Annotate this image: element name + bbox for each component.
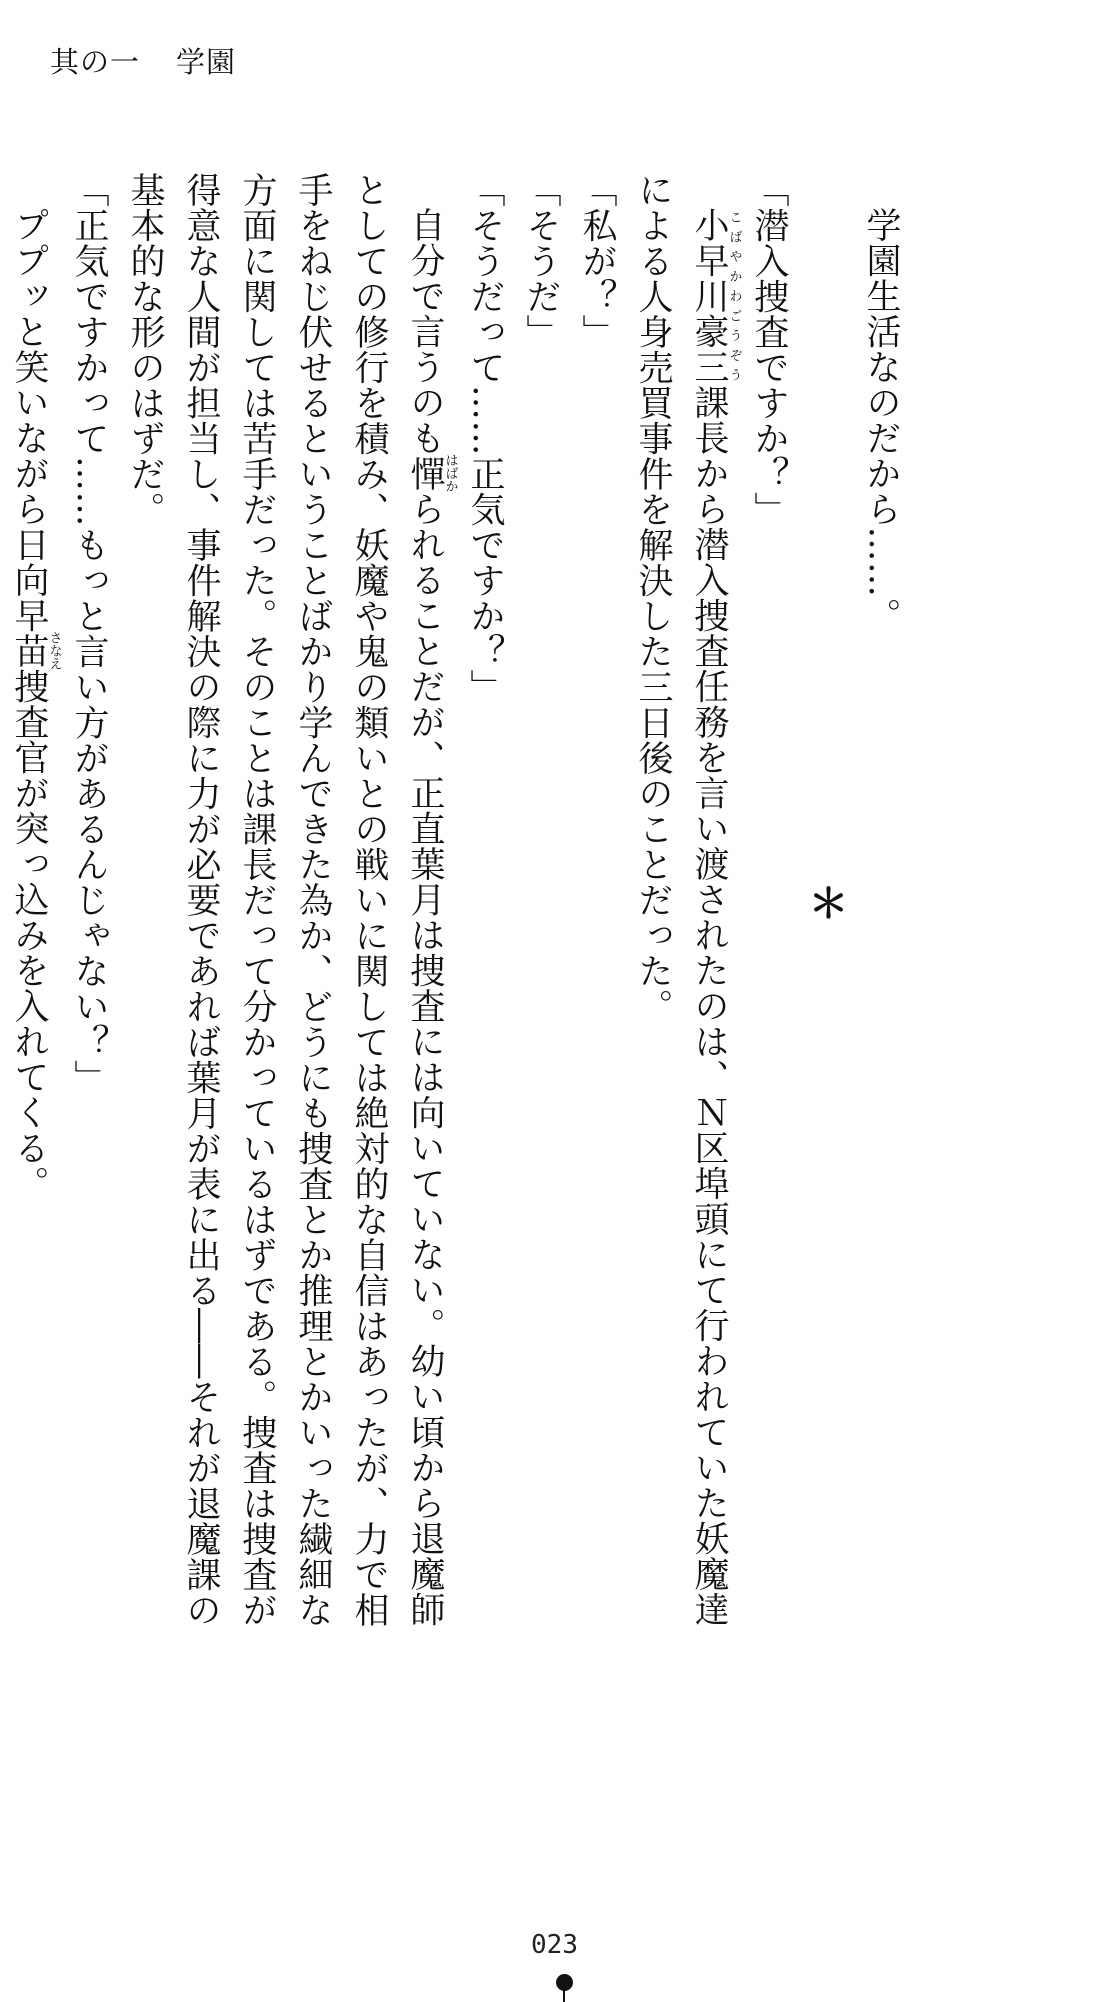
dialogue-1: 「潜入捜査ですか？」: [749, 172, 789, 527]
vertical-body-text: [0, 172, 909, 1632]
running-header: [50, 40, 236, 81]
chapter-title: 学園: [176, 45, 237, 79]
ruby-sanae: 苗さなえ: [9, 631, 62, 671]
ruby-kobayakawa: 小早川豪三こばやかわごうぞう: [689, 207, 742, 385]
page-marker-icon: [564, 1974, 565, 2000]
dialogue-5: 「正気ですかって……もっと言い方があるんじゃない？」: [69, 172, 109, 1095]
dialogue-2: 「私が？」: [577, 172, 617, 350]
paragraph-1: 学園生活なのだから……。: [861, 207, 901, 633]
paragraph-2: 小早川豪三こばやかわごうぞう課長から潜入捜査任務を言い渡されたのは、Ｎ区埠頭にて行われていた妖魔達による人身売買事件を解決した三日後のことだった。: [633, 172, 742, 1627]
paragraph-4: ププッと笑いながら日向早苗さなえ捜査官が突っ込みを入れてくる。: [9, 207, 62, 1201]
page-number: 023: [531, 1930, 578, 1960]
ruby-habaka: 憚はばか: [405, 453, 458, 493]
dialogue-4: 「そうだって……正気ですか？」: [465, 172, 505, 705]
section-break: ＊: [802, 881, 849, 923]
paragraph-3: 自分で言うのも憚はばかられることだが、正直葉月は捜査には向いていない。幼い頃から退魔師としての修行を積み、妖魔や鬼の類いとの戦いに関しては絶対的な自信はあったが、力で相手をねじ伏せるということばかり学んできた為か、どうにも捜査とか推理とかいった繊細な方面に関しては苦手だった。そのことは課長だって分かっているはずである。捜査は捜査が得意な人間が担当し、事件解決の際に力が必要であれば葉月が表に出る――それが退魔課の基本的な形のはずだ。: [125, 172, 458, 1628]
dialogue-3: 「そうだ」: [521, 172, 561, 350]
chapter-label: 其の一: [50, 45, 141, 79]
